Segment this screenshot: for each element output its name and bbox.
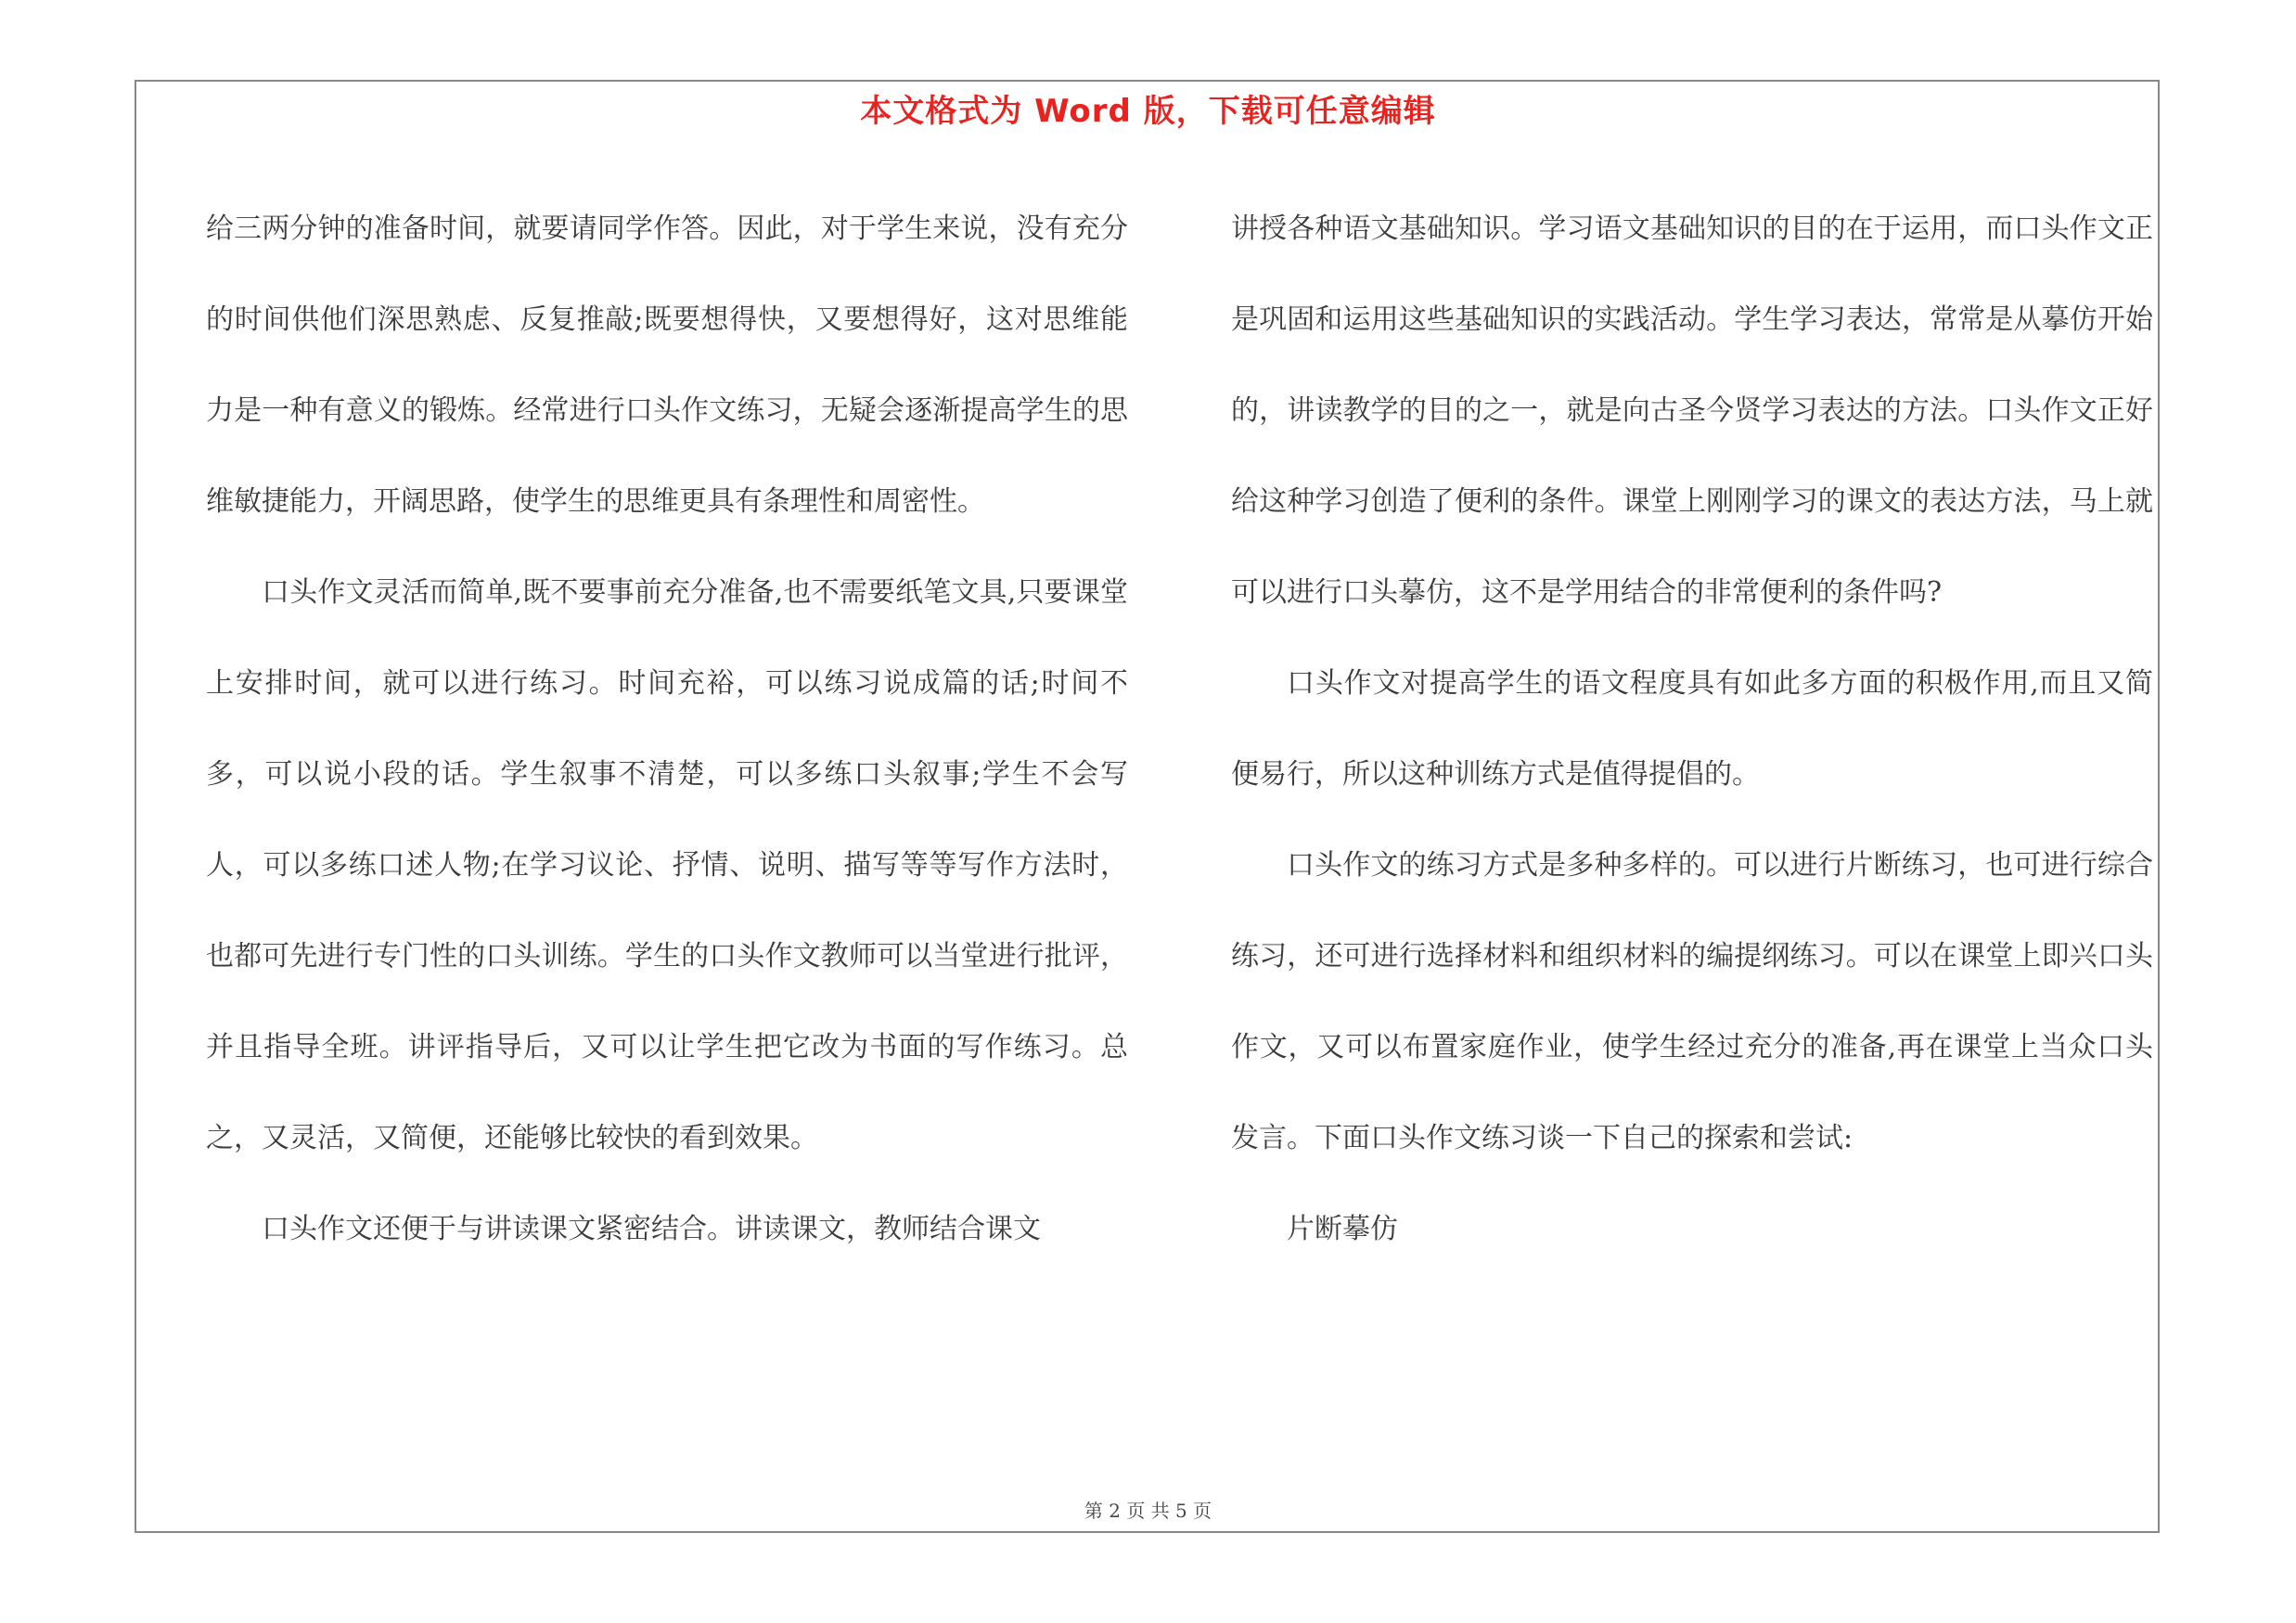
section-heading: 片断摹仿	[1287, 1213, 1398, 1245]
left-text-column	[206, 184, 1128, 1275]
paragraph: 口头作文的练习方式是多种多样的。可以进行片断练习，也可进行综合练习，还可进行选择材料和组织材料的编提纲练习。可以在课堂上即兴口头作文，又可以布置家庭作业，使学生经过充分的准备,再在课堂上当众口头发言。下面口头作文练习谈一下自己的探索和尝试:	[1231, 849, 2153, 1154]
right-text-column	[1231, 184, 2153, 1275]
document-banner: 本文格式为 Word 版，下载可任意编辑	[860, 93, 1436, 130]
paragraph: 口头作文对提高学生的语文程度具有如此多方面的积极作用,而且又简便易行，所以这种训练方式是值得提倡的。	[1231, 667, 2153, 791]
paragraph: 讲授各种语文基础知识。学习语文基础知识的目的在于运用，而口头作文正是巩固和运用这些基础知识的实践活动。学生学习表达，常常是从摹仿开始的，讲读教学的目的之一，就是向古圣今贤学习表达的方法。口头作文正好给这种学习创造了便利的条件。课堂上刚刚学习的课文的表达方法，马上就可以进行口头摹仿，这不是学用结合的非常便利的条件吗?	[1231, 213, 2153, 609]
paragraph: 口头作文灵活而简单,既不要事前充分准备,也不需要纸笔文具,只要课堂上安排时间，就可以进行练习。时间充裕，可以练习说成篇的话;时间不多，可以说小段的话。学生叙事不清楚，可以多练口头叙事;学生不会写人，可以多练口述人物;在学习议论、抒情、说明、描写等等写作方法时，也都可先进行专门性的口头训练。学生的口头作文教师可以当堂进行批评，并且指导全班。讲评指导后，又可以让学生把它改为书面的写作练习。总之，又灵活，又简便，还能够比较快的看到效果。	[206, 576, 1128, 1154]
page-number: 第 2 页 共 5 页	[1084, 1500, 1212, 1522]
paragraph: 给三两分钟的准备时间，就要请同学作答。因此，对于学生来说，没有充分的时间供他们深思熟虑、反复推敲;既要想得快，又要想得好，这对思维能力是一种有意义的锻炼。经常进行口头作文练习，无疑会逐渐提高学生的思维敏捷能力，开阔思路，使学生的思维更具有条理性和周密性。	[206, 213, 1128, 518]
paragraph: 口头作文还便于与讲读课文紧密结合。讲读课文，教师结合课文	[262, 1213, 1041, 1245]
